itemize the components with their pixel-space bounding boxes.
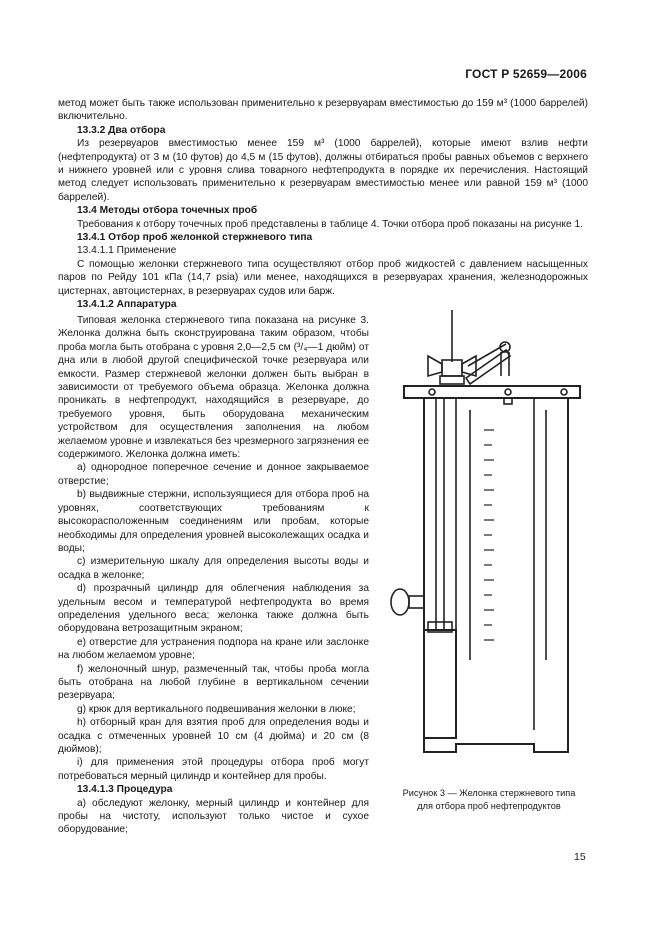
- paragraph: 13.4.1.1 Применение: [77, 245, 177, 257]
- paragraph: g) крюк для вертикального подвешивания желонки в люке;: [77, 703, 356, 715]
- paragraph: Требования к отбору точечных проб представлены в таблице 4. Точки отбора проб показаны на рисунке 1.: [77, 218, 583, 230]
- side-knob: [391, 589, 409, 615]
- section-heading: 13.4.1.2 Аппаратура: [77, 299, 177, 311]
- paragraph: h) отборный кран для взятия проб для определения воды и осадка с отмеченных уровней 10 см (4 дюйма) и 20 см (8 дюймов);: [58, 717, 369, 755]
- paragraph: d) прозрачный цилиндр для облегчения наблюдения за удельным весом и температурой нефтепродукта во время определения удельного веса; желонка также должна быть оборудована ветрозащитным экраном;: [58, 583, 369, 635]
- paragraph: а) однородное поперечное сечение и донное закрываемое отверстие;: [58, 462, 369, 487]
- figure-caption-line: для отбора проб нефтепродуктов: [417, 800, 561, 811]
- figure-caption: [376, 787, 602, 812]
- paragraph: а) обследуют желонку, мерный цилиндр и контейнер для пробы на чистоту, используют только чистое и сухое оборудование;: [58, 797, 369, 836]
- section-heading: 13.4.1.3 Процедура: [77, 784, 173, 796]
- top-text-block: [58, 97, 588, 312]
- section-heading: 13.4.1 Отбор проб желонкой стержневого типа: [77, 232, 313, 244]
- paragraph: i) для применения этой процедуры отбора проб могут потребоваться мерный цилиндр и контейнер для пробы.: [58, 757, 369, 782]
- column-text-block: [58, 314, 369, 837]
- sampler-figure: [384, 300, 594, 775]
- paragraph: метод может быть также использован применительно к резервуарам вместимостью до 159 м³ (1000 баррелей) включительно.: [58, 98, 588, 123]
- paragraph: С помощью желонки стержневого типа осуществляют отбор проб жидкостей с давлением насыщенных паров по Рейду 101 кПа (14,7 psia) или менее, находящихся в резервуарах хранения, железнодорожных цистернах, автоцистернах, в резервуарах судов или барж.: [58, 258, 588, 297]
- paragraph: c) измерительную шкалу для определения высоты воды и осадка в желонке;: [58, 556, 369, 581]
- section-heading: 13.3.2 Два отбора: [77, 124, 166, 136]
- paragraph: Типовая желонка стержневого типа показана на рисунке 3. Желонка должна быть сконструирована таким образом, чтобы проба могла быть отобрана с уровня 2,0—2,5 см (³/₄—1 дюйм) от дна или в любой другой специфической точке резервуара или емкости. Размер стержневой желонки должен быть выбран в зависимости от требуемого объема образца. Желонка должна проникать в нефтепродукт, находящийся в резервуаре, до требуемого уровня, быть оборудована механическим устройством для осуществления заполнения на любом желаемом уровне и извлекаться без чрезмерного загрязнения ее содержимого. Желонка должна иметь:: [58, 315, 369, 461]
- top-plate: [404, 386, 580, 398]
- paragraph: e) отверстие для устранения подпора на кране или заслонке на любом желаемом уровне;: [58, 636, 369, 662]
- base: [424, 730, 568, 752]
- paragraph: b) выдвижные стержни, используящиеся для отбора проб на уровнях, соответствующих требованиям к высокорасположенным соединениям или пробам, которые необходимы для определения уровней высоколежащих осадка и воды;: [58, 489, 369, 554]
- figure-caption-line: Рисунок 3 — Желонка стержневого типа: [402, 788, 576, 798]
- page-number: 15: [574, 851, 586, 863]
- paragraph: Из резервуаров вместимостью менее 159 м³ (1000 баррелей), которые имеют взлив нефти (нефтепродукта) от 3 м (10 футов) до 4,5 м (15 футов), должны отбираться пробы равных объемов с верхнего и нижнего уровней или с уровня слива товарного нефтепродукта в порядке их перечисления. Настоящий метод следует использовать применительно к резервуарам вместимостью менее или равной 159 м³ (1000 баррелей).: [58, 138, 588, 203]
- document-header: ГОСТ Р 52659—2006: [465, 67, 587, 81]
- paragraph: f) желоночный шнур, размеченный так, чтобы проба могла быть отобрана на любой глубине в вертикальном сечении резервуара;: [58, 663, 369, 702]
- section-heading: 13.4 Методы отбора точечных проб: [77, 205, 258, 217]
